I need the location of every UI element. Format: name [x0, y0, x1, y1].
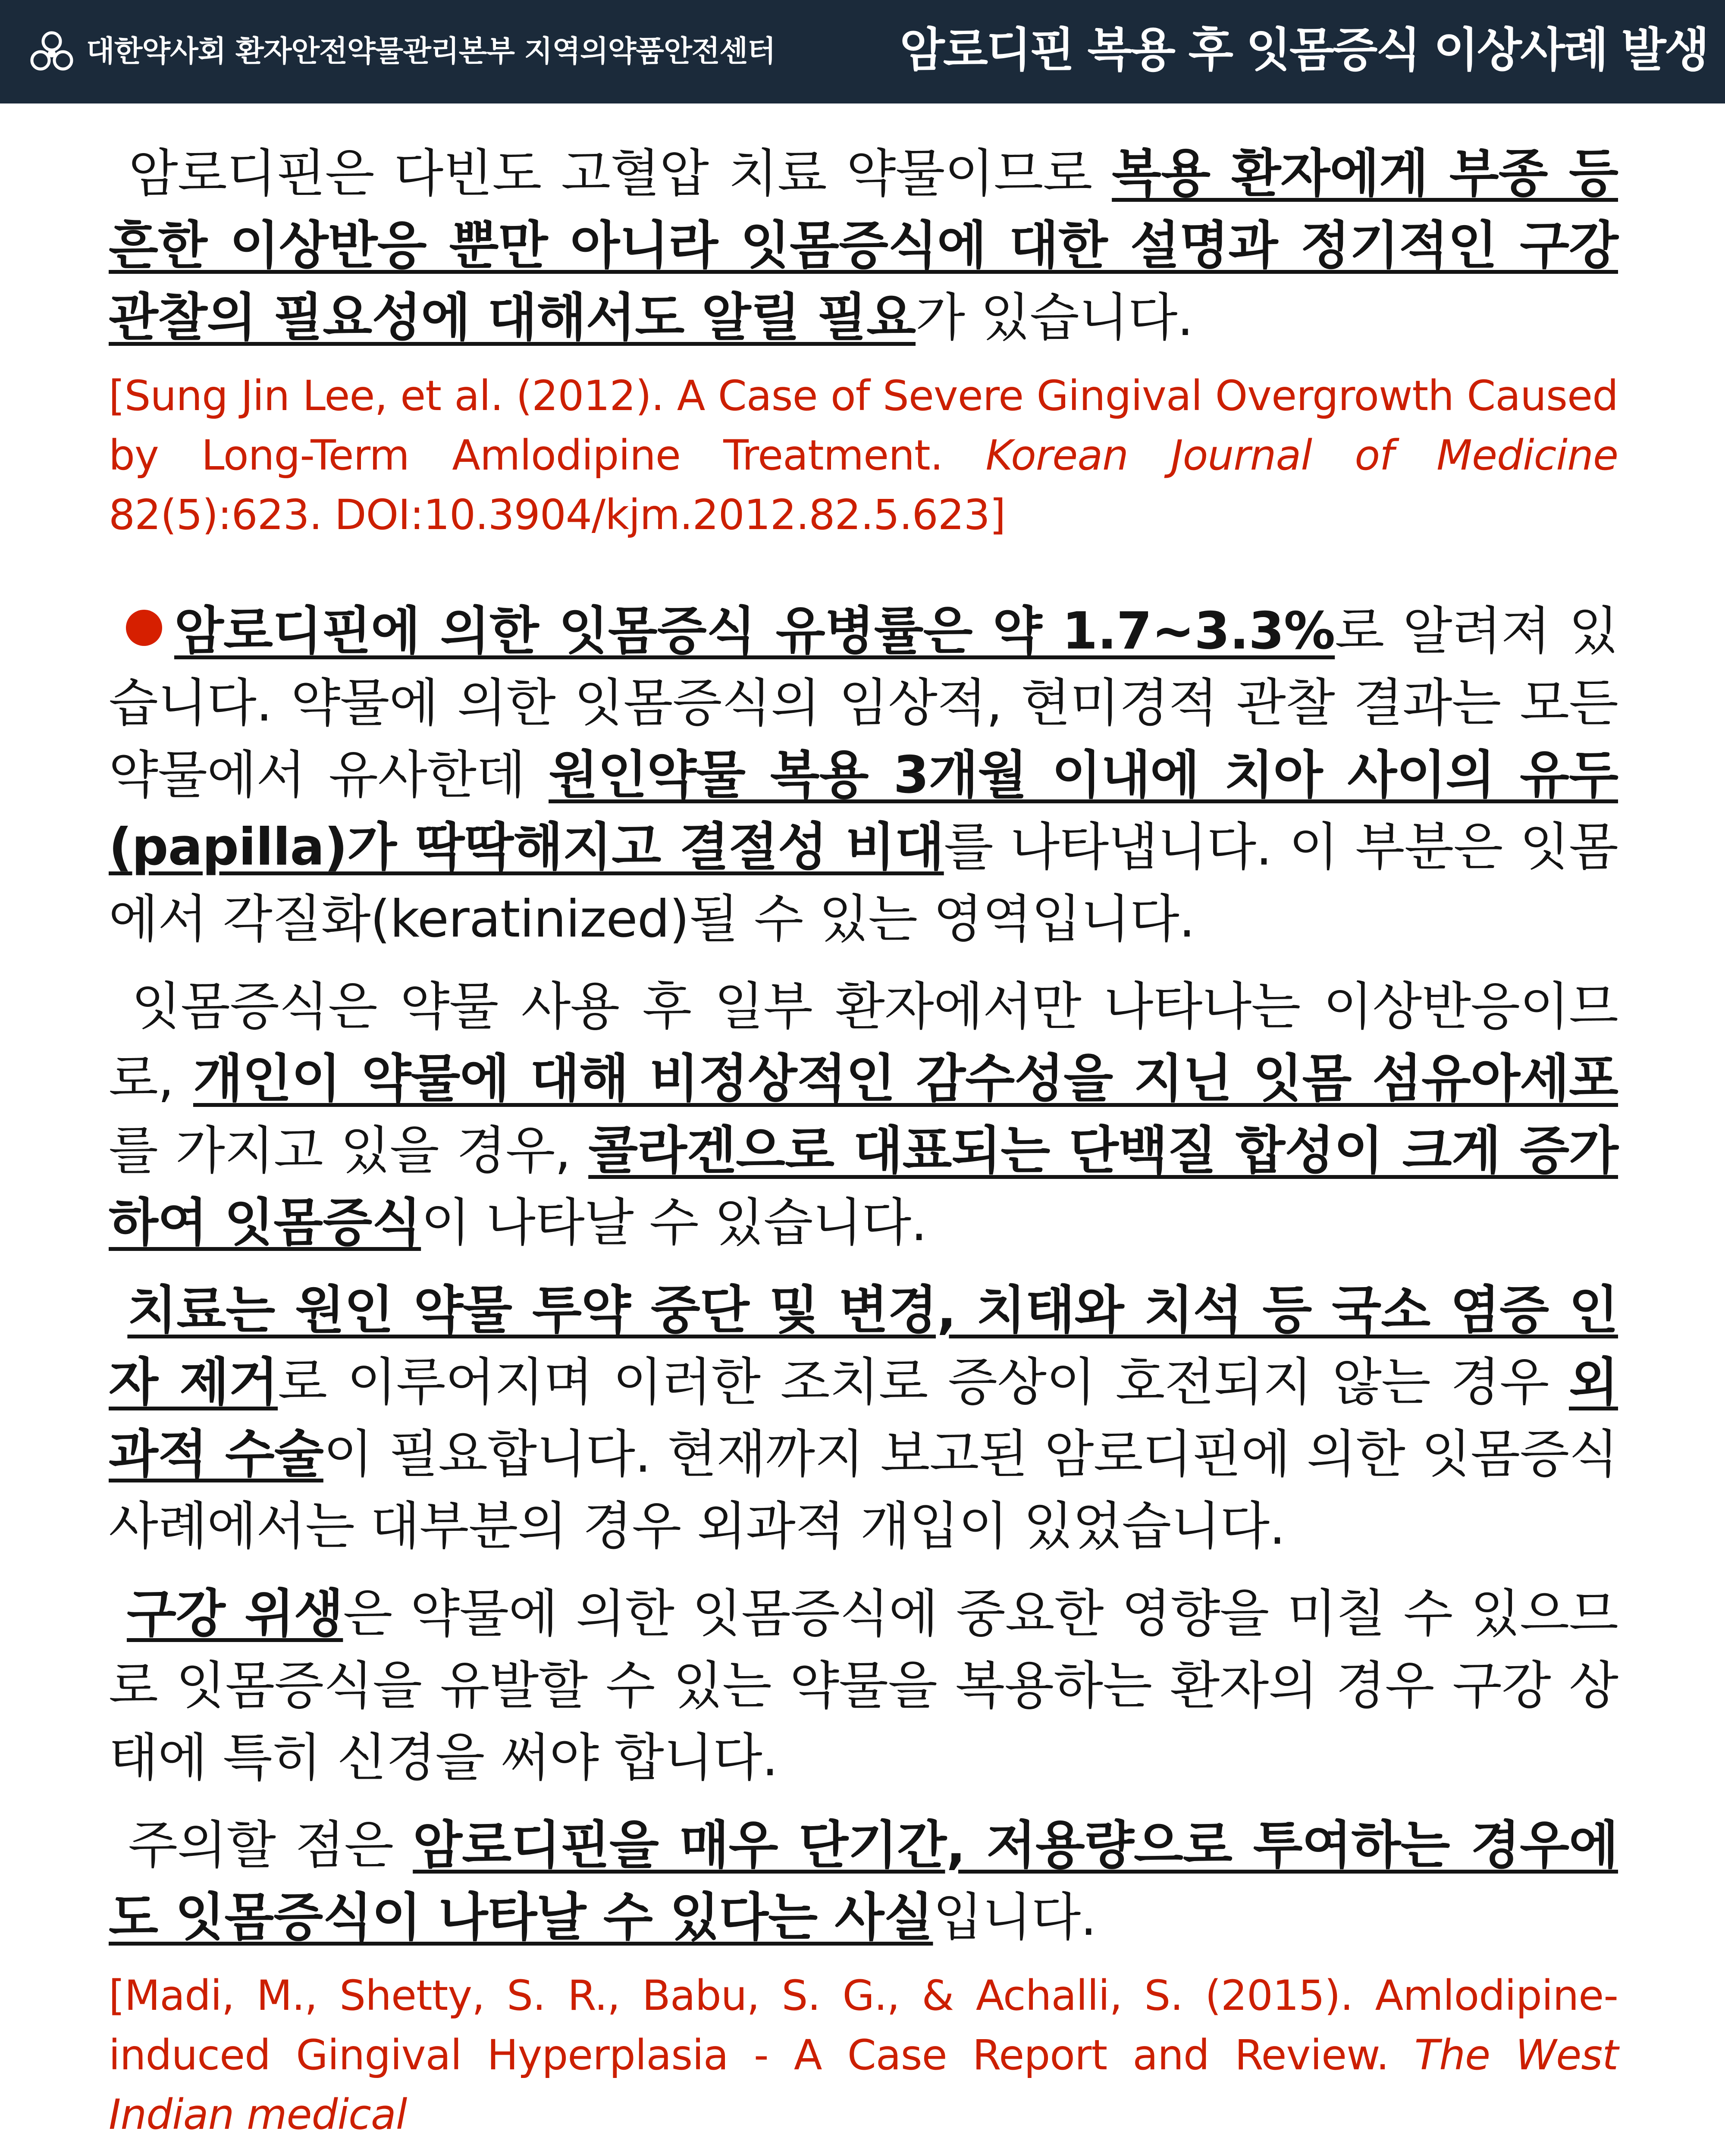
bullet-icon [126, 610, 162, 646]
sensitivity-text-end: 이 나타날 수 있습니다. [421, 1193, 927, 1253]
prevalence-emphasis: 암로디핀에 의한 잇몸증식 유병률은 약 1.7~3.3% [174, 602, 1335, 661]
hygiene-text: 은 약물에 의한 잇몸증식에 중요한 영향을 미칠 수 있으므로 잇몸증식을 유발할 수 있는 약물을 복용하는 환자의 경우 구강 상태에 특히 신경을 써야 합니다. [109, 1584, 1618, 1788]
intro-text-end: 가 있습니다. [916, 288, 1193, 348]
document-title: 암로디핀 복용 후 잇몸증식 이상사례 발생 [900, 23, 1708, 77]
bullet-paragraph [109, 595, 1618, 956]
reference-tail: 82(5):623. DOI:10.3904/kjm.2012.82.5.623] [109, 491, 1006, 539]
spacer [109, 1794, 1618, 1810]
reference-text: [Sung Jin Lee, et al. (2012). A Case of Severe Gingival Overgrowth Caused by Long-Term Amlodipine Treatment. [109, 372, 1618, 479]
reference-citation-2 [109, 1966, 1618, 2144]
intro-text: 암로디핀은 다빈도 고혈압 치료 약물이므로 [128, 144, 1112, 204]
spacer [109, 354, 1618, 366]
reference-text: [Madi, M., Shetty, S. R., Babu, S. G., & Achalli, S. (2015). Amlodipine-induced Gingival Hyperplasia - A Case Report and Review. [109, 1971, 1618, 2079]
caution-emphasis: 암로디핀을 매우 단기간, 저용량으로 투여하는 경우에도 잇몸증식이 나타날 수 있다는 사실 [109, 1816, 1618, 1947]
collagen-emphasis: 콜라겐으로 대표되는 단백질 합성이 크게 증가하여 잇몸증식 [109, 1121, 1618, 1253]
reference-citation-1 [109, 366, 1618, 545]
bullet-text-end: 를 나타냅니다. 이 부분은 잇몸에서 각질화(keratinized)될 수 있는 영역입니다. [109, 818, 1618, 949]
page-header [0, 0, 1725, 103]
reference-journal: Korean Journal of Medicine [985, 431, 1618, 479]
bullet-text: 로 알려져 있습니다. 약물에 의한 잇몸증식의 임상적, 현미경적 관찰 결과는 모든 약물에서 유사한데 [109, 602, 1618, 805]
caution-text-end: 입니다. [933, 1888, 1097, 1947]
oral-hygiene-emphasis: 구강 위생 [126, 1584, 343, 1644]
sensitivity-text-2: 를 가지고 있을 경우, [109, 1121, 589, 1181]
spacer [109, 1954, 1618, 1966]
page-content [109, 138, 1618, 2144]
hygiene-paragraph [109, 1578, 1618, 1794]
intro-emphasis: 복용 환자에게 부종 등 흔한 이상반응 뿐만 아니라 잇몸증식에 대한 설명과 정기적인 구강관찰의 필요성에 대해서도 알릴 필요 [109, 144, 1618, 348]
sensitivity-text: 잇몸증식은 약물 사용 후 일부 환자에서만 나타나는 이상반응이므로, [109, 977, 1618, 1109]
spacer [109, 545, 1618, 595]
papilla-emphasis: 원인약물 복용 3개월 이내에 치아 사이의 유두(papilla)가 딱딱해지고 결절성 비대 [109, 746, 1618, 877]
treatment-text-end: 이 필요합니다. 현재까지 보고된 암로디핀에 의한 잇몸증식 사례에서는 대부분의 경우 외과적 개입이 있었습니다. [109, 1425, 1618, 1556]
fibroblast-emphasis: 개인이 약물에 대해 비정상적인 감수성을 지닌 잇몸 섬유아세포 [193, 1049, 1618, 1109]
organization-name: 대한약사회 환자안전약물관리본부 지역의약품안전센터 [86, 34, 775, 69]
treatment-emphasis: 치료는 원인 약물 투약 중단 및 변경, 치태와 치석 등 국소 염증 인자 제거 [109, 1281, 1618, 1412]
reference-journal: The West Indian medical [109, 2031, 1618, 2139]
spacer [109, 1259, 1618, 1275]
caution-text: 주의할 점은 [128, 1816, 413, 1875]
caution-paragraph [109, 1810, 1618, 1954]
treatment-text: 로 이루어지며 이러한 조치로 증상이 호전되지 않는 경우 [278, 1353, 1569, 1412]
treatment-paragraph [109, 1275, 1618, 1563]
surgery-emphasis: 외과적 수술 [109, 1353, 1618, 1484]
spacer [109, 1563, 1618, 1578]
intro-paragraph [109, 138, 1618, 354]
spacer [109, 956, 1618, 971]
pharmacy-association-logo-icon [26, 27, 78, 78]
sensitivity-paragraph [109, 971, 1618, 1259]
